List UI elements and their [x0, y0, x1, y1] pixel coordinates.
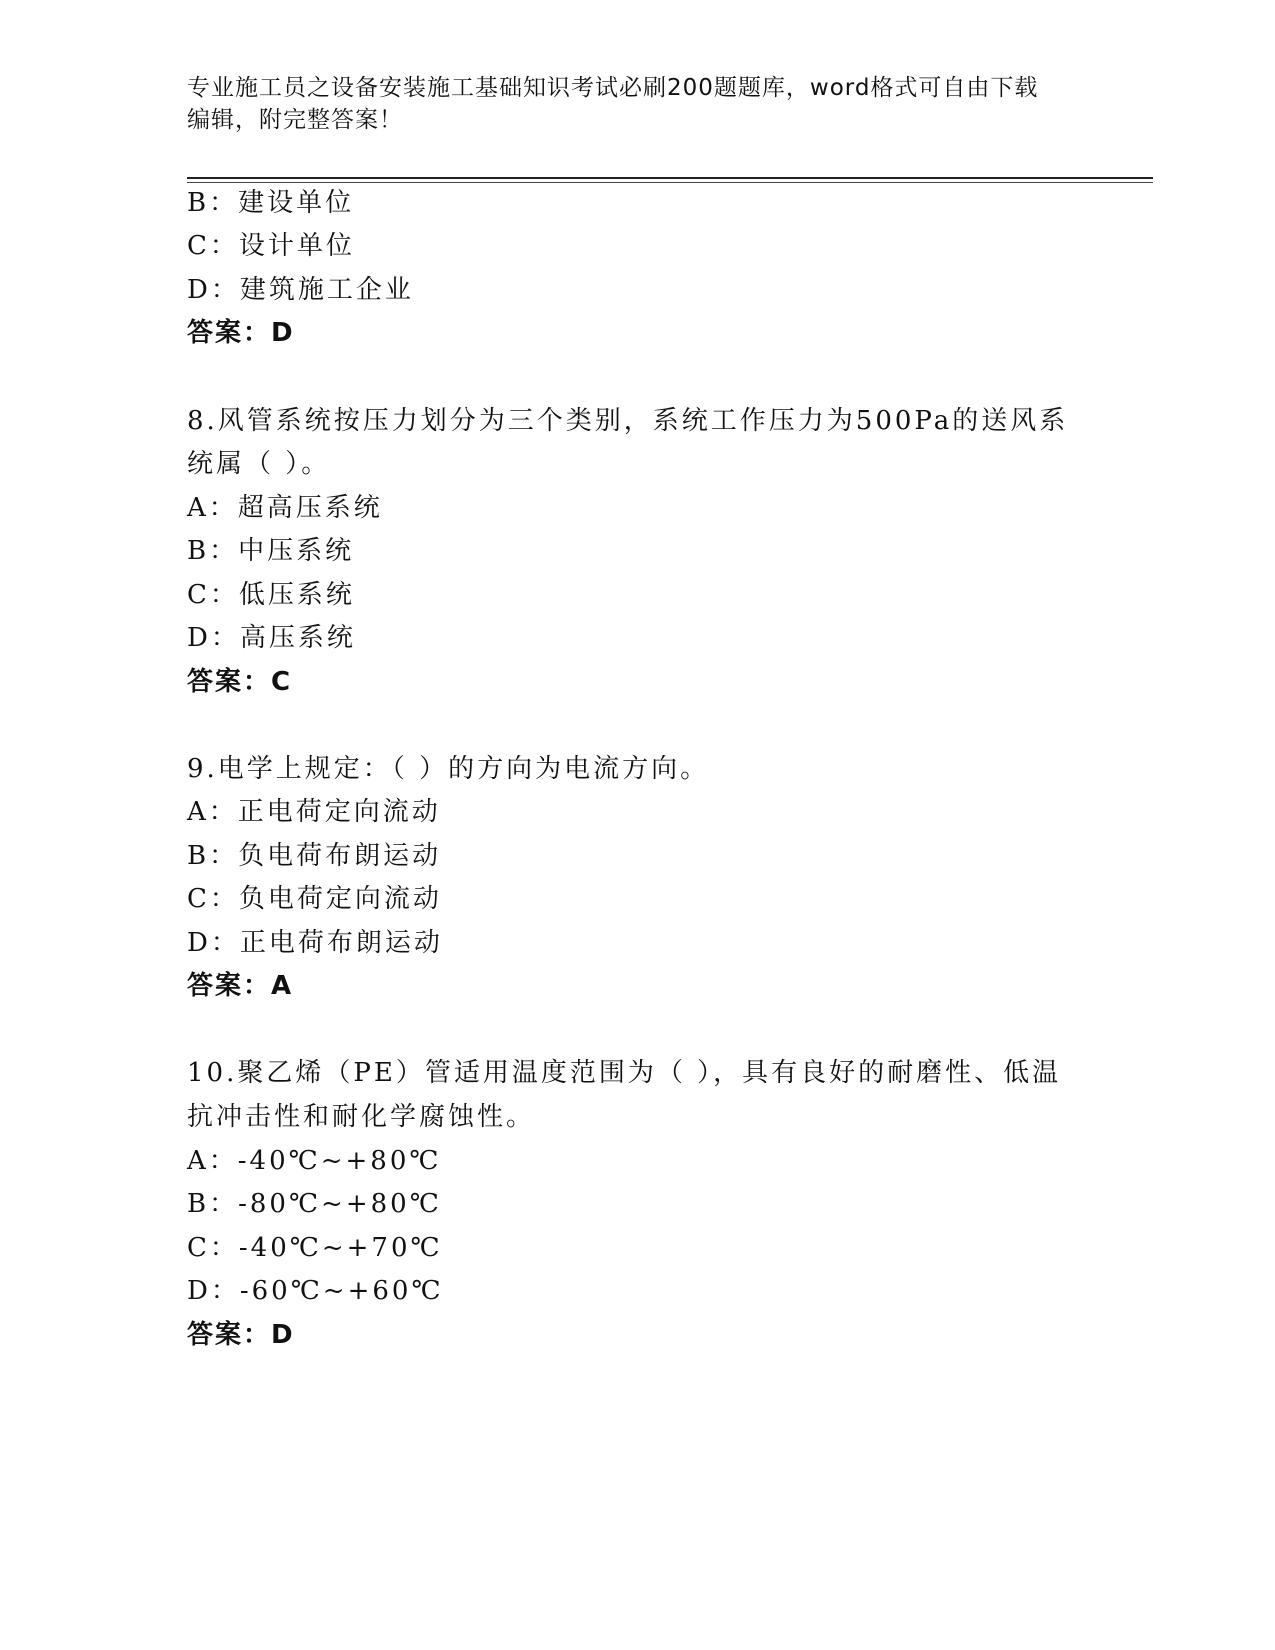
- question-stem: 9.电学上规定：（ ）的方向为电流方向。: [187, 754, 710, 784]
- answer-line: 答案：C: [187, 667, 293, 697]
- option-a: A：-40℃~+80℃: [187, 1146, 442, 1176]
- header-line-1: 专业施工员之设备安装施工基础知识考试必刷200题题库，word格式可自由下载: [187, 75, 1039, 101]
- question-stem-continued: 抗冲击性和耐化学腐蚀性。: [187, 1102, 536, 1132]
- option-c: C：低压系统: [187, 580, 355, 610]
- answer-line: 答案：D: [187, 318, 295, 348]
- option-a: A：超高压系统: [187, 493, 383, 523]
- option-b: B：中压系统: [187, 536, 355, 566]
- option-d: D：-60℃~+60℃: [187, 1276, 444, 1306]
- option-d: D：正电荷布朗运动: [187, 928, 443, 958]
- option-d: D：高压系统: [187, 623, 356, 653]
- option-c: C：设计单位: [187, 231, 355, 261]
- question-stem-continued: 统属（ ）。: [187, 449, 331, 479]
- header-divider: [187, 177, 1153, 179]
- answer-line: 答案：A: [187, 971, 294, 1001]
- header-divider-thin: [187, 182, 1153, 183]
- header-line-2: 编辑，附完整答案！: [187, 107, 403, 133]
- option-c: C：-40℃~+70℃: [187, 1233, 443, 1263]
- option-b: B：-80℃~+80℃: [187, 1189, 442, 1219]
- option-d: D：建筑施工企业: [187, 275, 414, 305]
- page-header: [187, 72, 1067, 136]
- question-stem: 8.风管系统按压力划分为三个类别，系统工作压力为500Pa的送风系: [187, 406, 1069, 436]
- question-stem: 10.聚乙烯（PE）管适用温度范围为（ ），具有良好的耐磨性、低温: [187, 1058, 1062, 1088]
- option-b: B：负电荷布朗运动: [187, 841, 442, 871]
- option-a: A：正电荷定向流动: [187, 797, 441, 827]
- option-c: C：负电荷定向流动: [187, 884, 442, 914]
- answer-line: 答案：D: [187, 1320, 295, 1350]
- option-b: B：建设单位: [187, 188, 355, 218]
